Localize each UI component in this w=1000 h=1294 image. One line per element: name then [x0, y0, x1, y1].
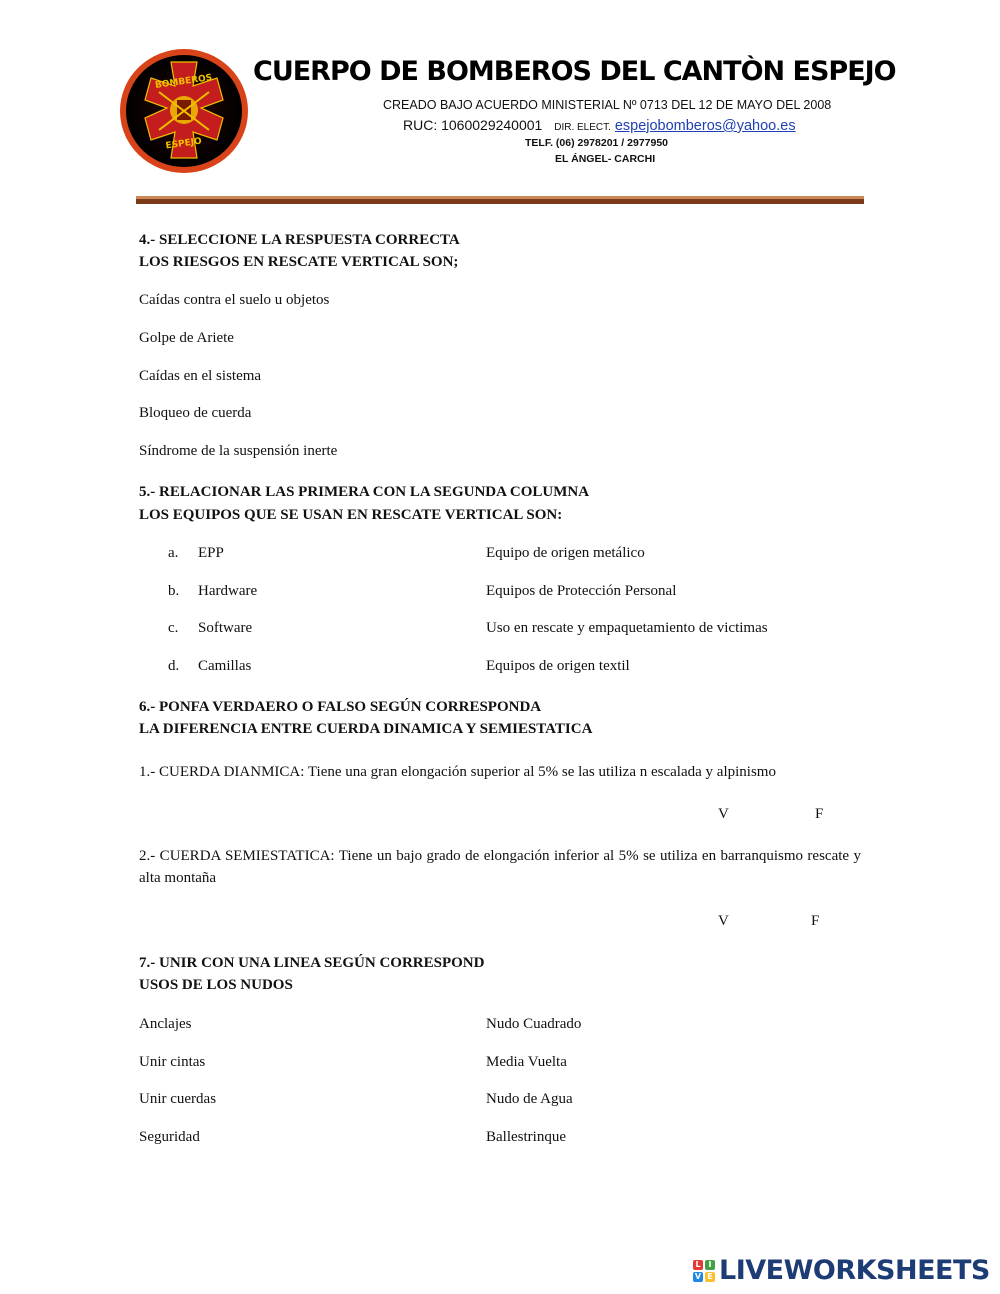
- q5-right-item[interactable]: Equipos de Protección Personal: [486, 583, 677, 599]
- q4-subtitle: LOS RIESGOS EN RESCATE VERTICAL SON;: [139, 254, 459, 270]
- q5-left-item[interactable]: Hardware: [198, 583, 258, 599]
- q4-title: 4.- SELECCIONE LA RESPUESTA CORRECTA: [139, 232, 460, 248]
- q7-right-item[interactable]: Nudo de Agua: [486, 1091, 573, 1107]
- q6-true-option-2[interactable]: V: [718, 913, 729, 929]
- brand-icon-letter: V: [694, 1271, 702, 1281]
- q7-right-item[interactable]: Media Vuelta: [486, 1054, 567, 1070]
- liveworksheets-brand[interactable]: [693, 1255, 990, 1286]
- logo-text-top: BOMBEROS: [154, 73, 213, 91]
- ruc-number: RUC: 1060029240001: [403, 117, 543, 133]
- q7-left-item[interactable]: Unir cintas: [139, 1054, 206, 1070]
- q5-row-letter: a.: [168, 545, 179, 561]
- q6-subtitle: LA DIFERENCIA ENTRE CUERDA DINAMICA Y SEMIESTATICA: [139, 721, 593, 737]
- fire-department-logo: [119, 48, 249, 174]
- q6-false-option-1[interactable]: F: [815, 806, 824, 822]
- q5-subtitle: LOS EQUIPOS QUE SE USAN EN RESCATE VERTICAL SON:: [139, 507, 563, 523]
- q6-true-option-1[interactable]: V: [718, 806, 729, 822]
- q7-right-item[interactable]: Ballestrinque: [486, 1129, 566, 1145]
- q7-left-item[interactable]: Seguridad: [139, 1129, 200, 1145]
- q5-right-item[interactable]: Equipos de origen textil: [486, 658, 630, 674]
- decree-line: CREADO BAJO ACUERDO MINISTERIAL Nº 0713 DEL 12 DE MAYO DEL 2008: [383, 98, 832, 112]
- q4-option[interactable]: Bloqueo de cuerda: [139, 405, 252, 421]
- organization-title: CUERPO DE BOMBEROS DEL CANTÒN ESPEJO: [253, 56, 896, 87]
- brand-wordmark: LIVEWORKSHEETS: [719, 1255, 990, 1286]
- q7-title: 7.- UNIR CON UNA LINEA SEGÚN CORRESPOND: [139, 955, 485, 971]
- q6-statement-1: 1.- CUERDA DIANMICA: Tiene una gran elongación superior al 5% se las utiliza n escalada y alpinismo: [139, 764, 776, 780]
- q5-row-letter: c.: [168, 620, 179, 636]
- q7-right-item[interactable]: Nudo Cuadrado: [486, 1016, 582, 1032]
- q5-title: 5.- RELACIONAR LAS PRIMERA CON LA SEGUNDA COLUMNA: [139, 484, 590, 500]
- q7-subtitle: USOS DE LOS NUDOS: [139, 977, 293, 993]
- q5-right-item[interactable]: Equipo de origen metálico: [486, 545, 645, 561]
- header-divider: [136, 196, 864, 204]
- q4-option[interactable]: Síndrome de la suspensión inerte: [139, 443, 338, 459]
- q6-false-option-2[interactable]: F: [811, 913, 820, 929]
- q7-left-item[interactable]: Anclajes: [139, 1016, 192, 1032]
- q4-option[interactable]: Caídas en el sistema: [139, 368, 262, 384]
- q5-right-item[interactable]: Uso en rescate y empaquetamiento de victimas: [486, 620, 768, 636]
- brand-icon-letter: L: [693, 1260, 703, 1270]
- liveworksheets-icon: [693, 1260, 715, 1282]
- brand-icon-letter: E: [705, 1272, 715, 1282]
- q5-left-item[interactable]: Software: [198, 620, 253, 636]
- telephone-line: TELF. (06) 2978201 / 2977950: [525, 137, 669, 149]
- q5-row-letter: b.: [168, 583, 180, 599]
- dir-label: DIR. ELECT.: [554, 122, 611, 133]
- email-link[interactable]: espejobomberos@yahoo.es: [614, 118, 796, 134]
- q5-left-item[interactable]: EPP: [198, 545, 224, 561]
- city-line: EL ÁNGEL- CARCHI: [555, 153, 656, 165]
- brand-icon-letter: I: [705, 1260, 715, 1270]
- logo-text-bottom: ESPEJO: [165, 136, 203, 152]
- q5-row-letter: d.: [168, 658, 180, 674]
- q4-option[interactable]: Golpe de Ariete: [139, 330, 234, 346]
- q5-left-item[interactable]: Camillas: [198, 658, 252, 674]
- ruc-line: [403, 117, 796, 134]
- q7-left-item[interactable]: Unir cuerdas: [139, 1091, 217, 1107]
- q4-option[interactable]: Caídas contra el suelo u objetos: [139, 292, 330, 308]
- q6-title: 6.- PONFA VERDAERO O FALSO SEGÚN CORRESPONDA: [139, 699, 542, 715]
- q6-statement-2: 2.- CUERDA SEMIESTATICA: Tiene un bajo grado de elongación inferior al 5% se utiliza en barranquismo rescate y alta montaña: [139, 848, 861, 886]
